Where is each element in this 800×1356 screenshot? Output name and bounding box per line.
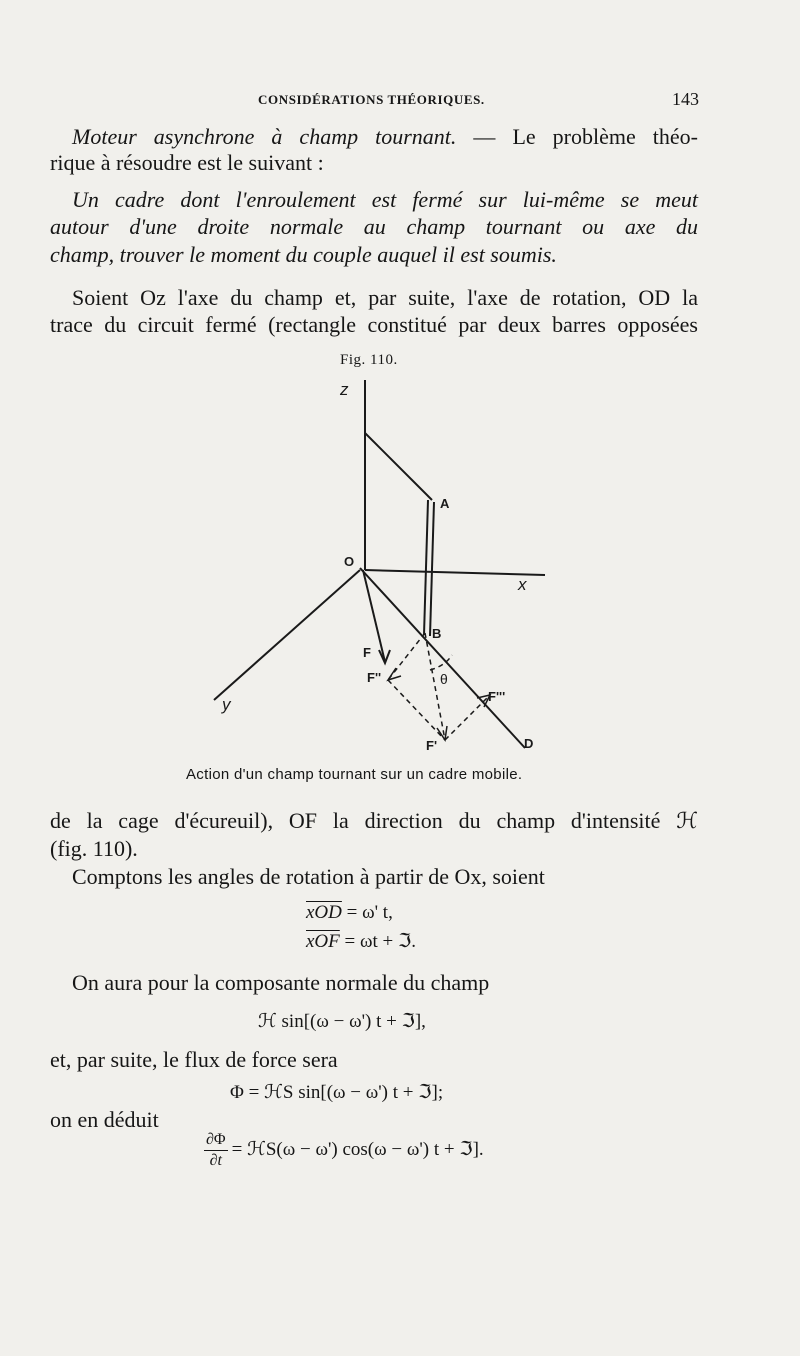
label-a: A: [440, 496, 450, 511]
label-z: z: [340, 380, 349, 399]
label-y: y: [222, 695, 231, 714]
paragraph-2-line-3: Comptons les angles de rotation à partir de Ox, soient: [72, 864, 545, 889]
label-b: B: [432, 626, 442, 641]
equation-xof-rhs: = ωt + ℑ.: [339, 931, 416, 952]
equation-flux: Φ = ℋS sin[(ω − ω') t + ℑ];: [230, 1082, 444, 1103]
running-head: CONSIDÉRATIONS THÉORIQUES.: [258, 92, 485, 107]
angle-xof: $\overline{xOF}$: [306, 931, 340, 952]
equation-xod-rhs: = ω' t,: [341, 902, 393, 923]
page-header: [0, 89, 800, 114]
equation-derivative: [204, 1130, 484, 1171]
equation-xof: [306, 930, 416, 953]
label-f-triple-prime: F''': [488, 689, 506, 704]
paragraph-2-line-2: (fig. 110).: [50, 836, 138, 861]
paragraph-1-line-2: trace du circuit fermé (rectangle constitué par deux barres opposées: [50, 312, 698, 337]
axis-y: [214, 570, 360, 700]
label-o: O: [344, 554, 355, 569]
frame-top-edge: [365, 433, 432, 500]
equation-normal-field: ℋ sin[(ω − ω') t + ℑ],: [258, 1011, 426, 1032]
section-title: Moteur asynchrone à champ tournant.: [72, 124, 457, 149]
derivative-fraction: [204, 1130, 228, 1171]
label-f-prime: F': [426, 738, 438, 753]
normal-component-line: On aura pour la composante normale du champ: [72, 970, 490, 995]
angle-xod: $\overline{xOD}$: [306, 902, 342, 923]
section-intro-line: [72, 124, 698, 150]
frame-bar-right: [430, 502, 434, 636]
problem-line-1: Un cadre dont l'enroulement est fermé sur lui-même se meut: [72, 187, 698, 212]
figure-caption: Action d'un champ tournant sur un cadre mobile.: [186, 766, 523, 783]
derivative-denominator: ∂t: [209, 1152, 222, 1169]
equation-xod: [306, 902, 393, 924]
page-number: 143: [672, 89, 699, 109]
label-theta: θ: [440, 671, 448, 687]
dashed-f2-to-f1: [388, 680, 445, 740]
label-f-double-prime: F'': [367, 670, 382, 685]
arrowhead-f2: [388, 668, 401, 680]
derivative-numerator: ∂Φ: [204, 1130, 228, 1151]
deduce-line: on en déduit: [50, 1107, 159, 1132]
paragraph-1-line-1: Soient Oz l'axe du champ et, par suite, l'axe de rotation, OD la: [72, 285, 698, 310]
dashed-f1-to-f3: [445, 695, 490, 740]
problem-line-2: autour d'une droite normale au champ tournant ou axe du: [50, 214, 698, 239]
section-intro-line-2: rique à résoudre est le suivant :: [50, 150, 324, 175]
label-d: D: [524, 736, 534, 751]
frame-bar-left: [424, 500, 428, 635]
figure-label: Fig. 110.: [340, 352, 398, 368]
label-f: F: [363, 645, 371, 660]
label-x: x: [518, 575, 527, 594]
paragraph-2-line-1: de la cage d'écureuil), OF la direction du champ d'intensité ℋ: [50, 808, 698, 833]
problem-line-3: champ, trouver le moment du couple auquel il est soumis.: [50, 242, 557, 267]
section-intro-rest: — Le problème théo-: [456, 124, 698, 149]
flux-line: et, par suite, le flux de force sera: [50, 1047, 338, 1072]
figure-diagram: [200, 370, 560, 765]
equation-derivative-rhs: = ℋS(ω − ω') cos(ω − ω') t + ℑ].: [231, 1138, 484, 1160]
